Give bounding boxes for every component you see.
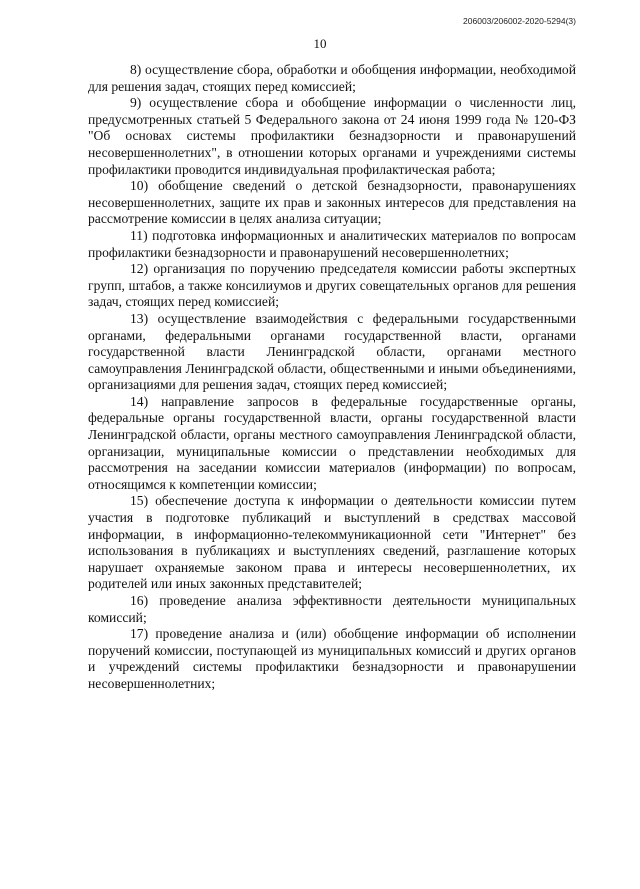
paragraph-item-11: 11) подготовка информационных и аналитических материалов по вопросам профилактики безнадзорности и правонарушений несовершеннолетних;: [88, 227, 576, 260]
paragraph-item-13: 13) осуществление взаимодействия с федеральными государственными органами, федеральными органами государственной власти, органами государственной власти Ленинградской области, органами местного самоуправления Ленинградской области, общественными и иными объединениями, организациями для решения задач, стоящих перед комиссией;: [88, 310, 576, 393]
document-body: [88, 62, 576, 693]
paragraph-item-15: 15) обеспечение доступа к информации о деятельности комиссии путем участия в подготовке публикаций и выступлений в средствах массовой информации, в информационно-телекоммуникационной сети "Интернет" без использования в публикациях и выступлениях сведений, разглашение которых нарушает охраняемые законом права и интересы несовершеннолетних, их родителей или иных законных представителей;: [88, 493, 576, 592]
document-registration-number: 206003/206002-2020-5294(3): [463, 16, 576, 26]
paragraph-item-16: 16) проведение анализа эффективности деятельности муниципальных комиссий;: [88, 593, 576, 625]
paragraph-item-10: 10) обобщение сведений о детской безнадзорности, правонарушениях несовершеннолетних, защите их прав и законных интересов для представления на рассмотрение комиссии в целях анализа ситуации;: [88, 178, 576, 227]
paragraph-item-8: 8) осуществление сбора, обработки и обобщения информации, необходимой для решения задач, стоящих перед комиссией;: [88, 62, 576, 94]
paragraph-item-12: 12) организация по поручению председателя комиссии работы экспертных групп, штабов, а также консилиумов и других совещательных органов для решения задач, стоящих перед комиссией;: [88, 261, 576, 310]
paragraph-item-9: 9) осуществление сбора и обобщение информации о численности лиц, предусмотренных статьей 5 Федерального закона от 24 июня 1999 года № 120-ФЗ "Об основах системы профилактики безнадзорности и правонарушений несовершеннолетних", в отношении которых органами и учреждениями системы профилактики проводится индивидуальная профилактическая работа;: [88, 95, 576, 177]
paragraph-item-14: 14) направление запросов в федеральные государственные органы, федеральные органы государственной власти, органы государственной власти Ленинградской области, органы местного самоуправления Ленинградской области, организации, муниципальные комиссии о представлении необходимых для рассмотрения на заседании комиссии материалов (информации) по вопросам, относящимся к компетенции комиссии;: [88, 393, 576, 492]
page-number: 10: [313, 36, 327, 51]
paragraph-item-17: 17) проведение анализа и (или) обобщение информации об исполнении поручений комиссии, поступающей из муниципальных комиссий и других органов и учреждений системы профилактики безнадзорности и правонарушении несовершеннолетних;: [88, 626, 576, 691]
